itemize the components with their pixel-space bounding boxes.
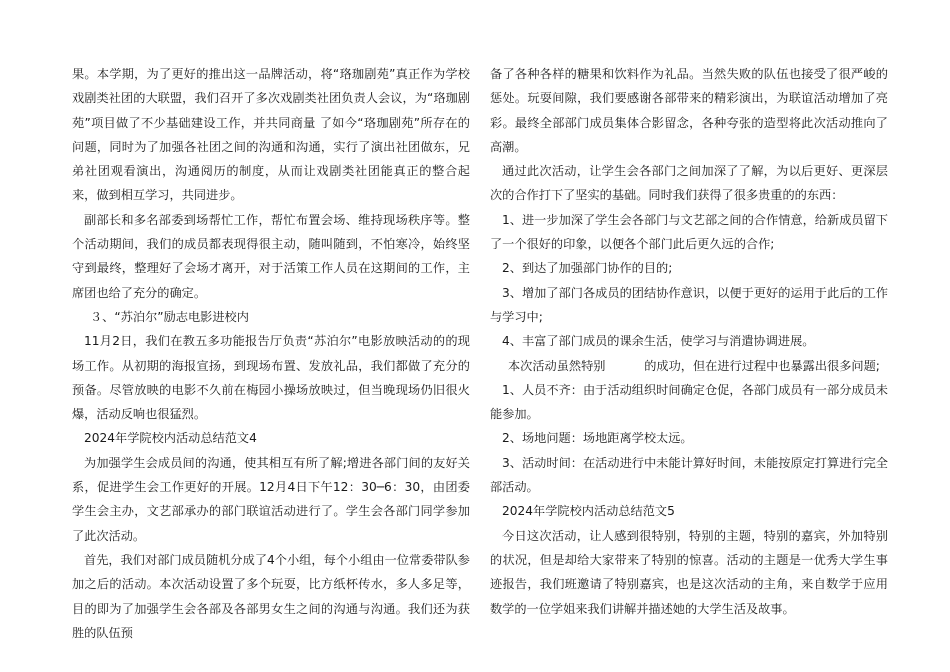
paragraph: 为加强学生会成员间的沟通，使其相互有所了解;增进各部门间的友好关系，促进学生会工作更好的开展。12月4日下午12：30─6：30，由团委学生会主办，文艺部承办的部门联谊活动进行了。学生会各部门同学参加了此次活动。: [72, 455, 470, 543]
section-heading: 2024年学院校内活动总结范文5: [502, 504, 675, 519]
list-item: 3、增加了部门各成员的团结协作意识，以便于更好的运用于此后的工作与学习中;: [490, 285, 888, 324]
list-item: 4、丰富了部门成员的课余生活，使学习与消遣协调进展。: [502, 334, 815, 349]
list-item: 1、进一步加深了学生会各部门与文艺部之间的合作情意，给新成员留下了一个很好的印象，以便各个部门此后更久远的合作;: [490, 212, 888, 252]
list-item: 1、人员不齐：由于活动组织时间确定仓促，各部门成员有一部分成员未能参加。: [490, 382, 888, 422]
list-item: 2、场地问题：场地距离学校太远。: [502, 431, 693, 446]
right-column: [490, 62, 888, 621]
paragraph: 首先，我们对部门成员随机分成了4个小组，每个小组由一位常委带队参加之后的活动。本次活动设置了多个玩耍，比方纸杯传水，多人多足等，目的即为了加强学生会各部及各部男女生之间的沟通与沟通。我们还为获胜的队伍预: [72, 552, 470, 640]
paragraph: 果。本学期，为了更好的推出这一品牌活动，将“珞珈剧苑”真正作为学校戏剧类社团的大联盟，我们召开了多次戏剧类社团负责人会议，为“珞珈剧苑”项目做了不少基础建设工作，并共同商量 了如今“珞珈剧苑”所存在的问题，同时为了加强各社团之间的沟通和沟通，实行了演出社团做东，兄弟社团观看演出，沟通阅历的制度，从而让戏剧类社团能真正的整合起来，做到相互学习，共同进步。: [72, 67, 470, 203]
left-column: [72, 62, 470, 645]
list-item: 2、到达了加强部门协作的目的;: [502, 261, 673, 276]
paragraph: 通过此次活动，让学生会各部门之间加深了了解，为以后更好、更深层次的合作打下了坚实的基础。同时我们获得了很多贵重的的东西：: [490, 164, 888, 203]
paragraph: 备了各种各样的糖果和饮料作为礼品。当然失败的队伍也接受了很严峻的惩处。玩耍间隙，我们要感谢各部带来的精彩演出，为联谊活动增加了亮彩。最终全部部门成员集体合影留念，各种夸张的造型将此次活动推向了高潮。: [490, 67, 888, 154]
paragraph: 副部长和多名部委到场帮忙工作，帮忙布置会场、维持现场秩序等。整个活动期间，我们的成员都表现得很主动，随叫随到，不怕寒冷，始终坚守到最终，整理好了会场才离开，对于活策工作人员在这期间的工作，主席团也给了充分的确定。: [72, 212, 470, 300]
list-item: 3、活动时间：在活动进行中未能计算好时间，未能按原定打算进行完全部活动。: [490, 455, 888, 495]
paragraph: 本次活动虽然特别 的成功，但在进行过程中也暴露出很多问题;: [508, 358, 880, 373]
paragraph: 11月2日，我们在教五多功能报告厅负责“苏泊尔”电影放映活动的的现场工作。从初期的海报宣扬，到现场布置、发放礼品，我们都做了充分的预备。尽管放映的电影不久前在梅园小操场放映过，但当晚现场仍旧很火爆，活动反响也很猛烈。: [72, 334, 470, 422]
section-heading: ３、“苏泊尔”励志电影进校内: [90, 309, 249, 324]
paragraph: 今日这次活动，让人感到很特别，特别的主题，特别的嘉宾，外加特别的状况，但是却给大家带来了特别的惊喜。活动的主题是一优秀大学生事迹报告，我们班邀请了特别嘉宾，也是这次活动的主角，来自数学于应用数学的一位学姐来我们讲解并描述她的大学生活及故事。: [490, 528, 888, 616]
section-heading: 2024年学院校内活动总结范文4: [84, 431, 257, 446]
